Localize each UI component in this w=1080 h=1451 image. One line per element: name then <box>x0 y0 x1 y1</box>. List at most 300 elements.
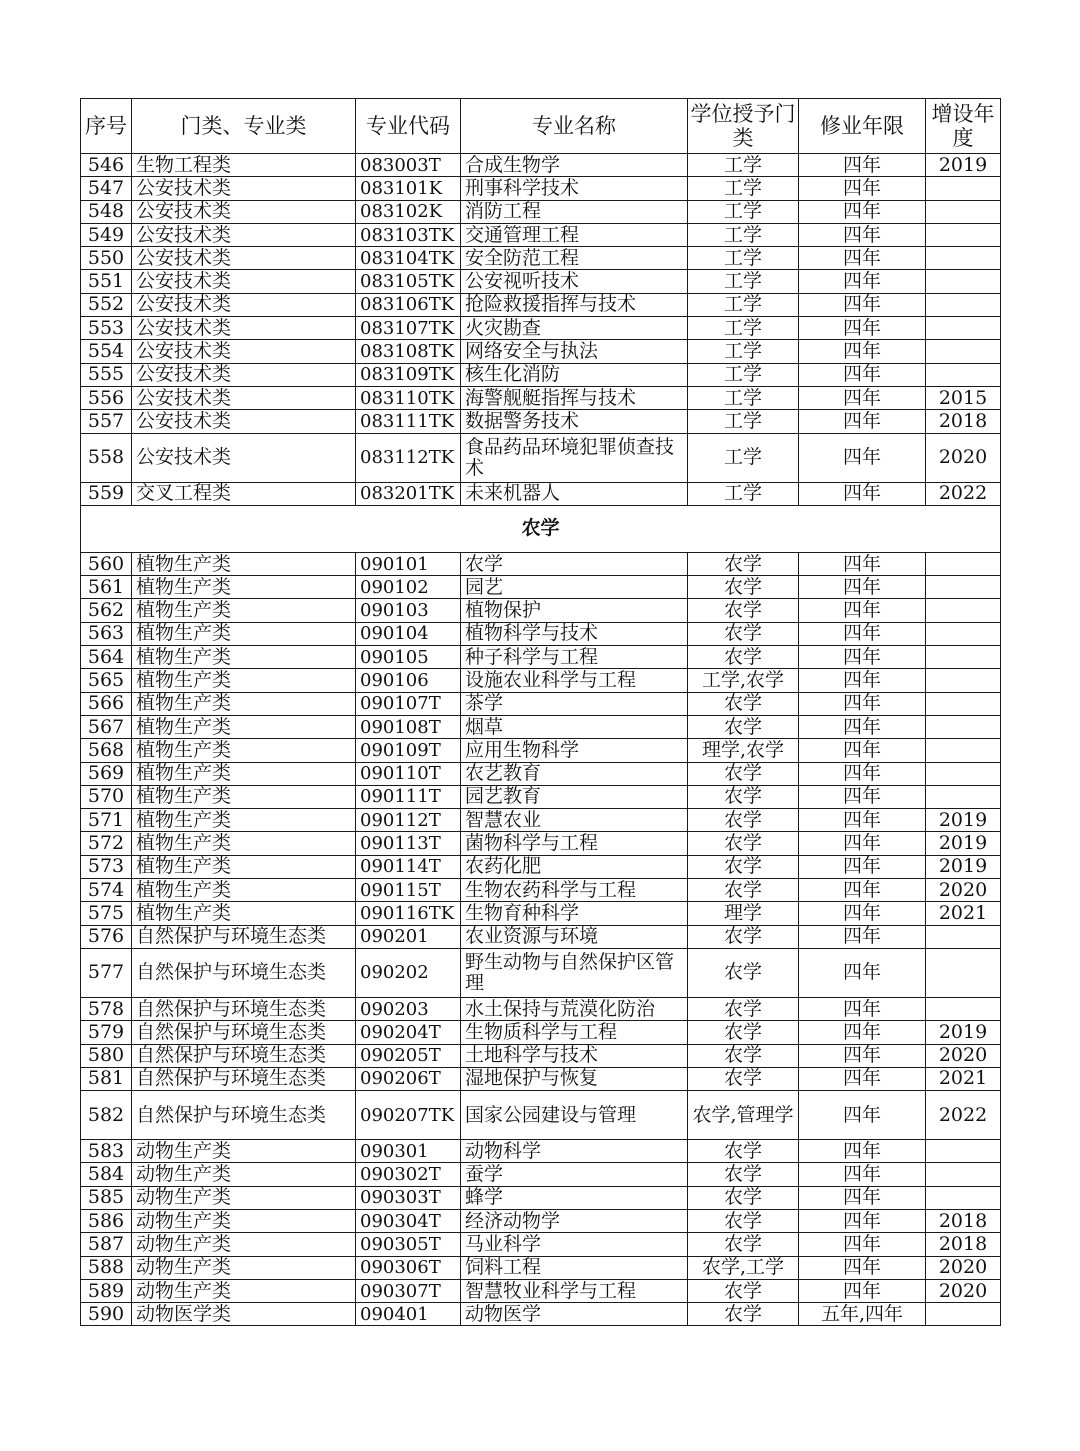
row-program-name: 智慧牧业科学与工程 <box>461 1279 688 1302</box>
row-category: 自然保护与环境生态类 <box>132 1067 356 1090</box>
row-years: 四年 <box>799 1021 926 1044</box>
row-code: 083104TK <box>356 247 461 270</box>
row-category: 植物生产类 <box>132 599 356 622</box>
table-row <box>81 879 1001 902</box>
table-row <box>81 223 1001 246</box>
row-category: 动物生产类 <box>132 1163 356 1186</box>
row-added-year <box>926 599 1001 622</box>
row-program-name: 海警舰艇指挥与技术 <box>461 386 688 409</box>
table-row <box>81 692 1001 715</box>
row-program-name: 经济动物学 <box>461 1209 688 1232</box>
row-category: 植物生产类 <box>132 762 356 785</box>
row-category: 植物生产类 <box>132 552 356 575</box>
row-added-year <box>926 669 1001 692</box>
row-program-name: 安全防范工程 <box>461 247 688 270</box>
row-code: 090102 <box>356 576 461 599</box>
row-years: 四年 <box>799 646 926 669</box>
row-category: 公安技术类 <box>132 200 356 223</box>
row-added-year <box>926 1163 1001 1186</box>
row-added-year <box>926 622 1001 645</box>
row-degree: 农学 <box>688 1303 799 1326</box>
row-degree: 工学 <box>688 317 799 340</box>
row-category: 公安技术类 <box>132 293 356 316</box>
category-section-label: 农学 <box>81 505 1001 552</box>
row-code: 090103 <box>356 599 461 622</box>
row-added-year: 2018 <box>926 1209 1001 1232</box>
row-years: 四年 <box>799 832 926 855</box>
row-serial: 583 <box>81 1140 132 1163</box>
row-program-name: 烟草 <box>461 715 688 738</box>
table-row <box>81 410 1001 433</box>
row-code: 090107T <box>356 692 461 715</box>
row-degree: 理学 <box>688 902 799 925</box>
row-degree: 农学 <box>688 809 799 832</box>
row-category: 动物生产类 <box>132 1233 356 1256</box>
row-serial: 546 <box>81 154 132 177</box>
row-years: 四年 <box>799 692 926 715</box>
row-added-year <box>926 925 1001 948</box>
row-degree: 农学 <box>688 832 799 855</box>
row-category: 公安技术类 <box>132 270 356 293</box>
row-serial: 566 <box>81 692 132 715</box>
row-degree: 农学,工学 <box>688 1256 799 1279</box>
header-code: 专业代码 <box>356 99 461 154</box>
row-serial: 548 <box>81 200 132 223</box>
row-category: 植物生产类 <box>132 646 356 669</box>
row-added-year <box>926 1303 1001 1326</box>
row-code: 090105 <box>356 646 461 669</box>
table-row <box>81 669 1001 692</box>
row-years: 五年,四年 <box>799 1303 926 1326</box>
row-years: 四年 <box>799 785 926 808</box>
row-degree: 工学 <box>688 154 799 177</box>
row-degree: 农学 <box>688 785 799 808</box>
row-added-year: 2019 <box>926 832 1001 855</box>
table-row <box>81 386 1001 409</box>
row-degree: 工学 <box>688 177 799 200</box>
row-category: 动物医学类 <box>132 1303 356 1326</box>
row-program-name: 网络安全与执法 <box>461 340 688 363</box>
row-degree: 农学 <box>688 1209 799 1232</box>
table-row <box>81 1233 1001 1256</box>
row-code: 090104 <box>356 622 461 645</box>
row-added-year: 2020 <box>926 879 1001 902</box>
row-program-name: 茶学 <box>461 692 688 715</box>
row-serial: 558 <box>81 433 132 482</box>
degree-program-table-sheet <box>80 98 1000 1326</box>
row-added-year <box>926 293 1001 316</box>
row-code: 083106TK <box>356 293 461 316</box>
row-added-year: 2020 <box>926 1256 1001 1279</box>
row-serial: 569 <box>81 762 132 785</box>
row-program-name: 种子科学与工程 <box>461 646 688 669</box>
row-serial: 561 <box>81 576 132 599</box>
row-category: 自然保护与环境生态类 <box>132 1091 356 1140</box>
row-serial: 554 <box>81 340 132 363</box>
row-degree: 农学 <box>688 646 799 669</box>
row-program-name: 动物科学 <box>461 1140 688 1163</box>
row-years: 四年 <box>799 948 926 997</box>
row-added-year <box>926 576 1001 599</box>
row-program-name: 国家公园建设与管理 <box>461 1091 688 1140</box>
row-serial: 565 <box>81 669 132 692</box>
row-code: 090114T <box>356 855 461 878</box>
row-category: 自然保护与环境生态类 <box>132 948 356 997</box>
row-category: 交叉工程类 <box>132 482 356 505</box>
table-row <box>81 622 1001 645</box>
row-years: 四年 <box>799 855 926 878</box>
row-years: 四年 <box>799 1209 926 1232</box>
row-added-year <box>926 785 1001 808</box>
row-serial: 563 <box>81 622 132 645</box>
row-added-year <box>926 177 1001 200</box>
row-added-year <box>926 762 1001 785</box>
row-category: 自然保护与环境生态类 <box>132 1021 356 1044</box>
row-added-year <box>926 270 1001 293</box>
row-added-year <box>926 317 1001 340</box>
row-serial: 560 <box>81 552 132 575</box>
table-row <box>81 1163 1001 1186</box>
table-row <box>81 925 1001 948</box>
row-program-name: 水土保持与荒漠化防治 <box>461 997 688 1020</box>
row-program-name: 火灾勘查 <box>461 317 688 340</box>
row-serial: 571 <box>81 809 132 832</box>
row-added-year <box>926 646 1001 669</box>
row-years: 四年 <box>799 739 926 762</box>
row-program-name: 农艺教育 <box>461 762 688 785</box>
row-category: 植物生产类 <box>132 832 356 855</box>
row-years: 四年 <box>799 879 926 902</box>
row-serial: 573 <box>81 855 132 878</box>
table-row <box>81 317 1001 340</box>
table-row <box>81 1256 1001 1279</box>
row-program-name: 农药化肥 <box>461 855 688 878</box>
row-degree: 农学 <box>688 1233 799 1256</box>
table-row <box>81 177 1001 200</box>
table-row <box>81 599 1001 622</box>
row-category: 公安技术类 <box>132 433 356 482</box>
row-added-year: 2018 <box>926 410 1001 433</box>
row-years: 四年 <box>799 902 926 925</box>
row-category: 植物生产类 <box>132 715 356 738</box>
table-row <box>81 363 1001 386</box>
row-code: 090302T <box>356 1163 461 1186</box>
row-degree: 农学 <box>688 762 799 785</box>
table-row <box>81 340 1001 363</box>
row-years: 四年 <box>799 599 926 622</box>
row-years: 四年 <box>799 762 926 785</box>
row-serial: 582 <box>81 1091 132 1140</box>
row-years: 四年 <box>799 1140 926 1163</box>
row-degree: 理学,农学 <box>688 739 799 762</box>
row-serial: 588 <box>81 1256 132 1279</box>
row-program-name: 植物科学与技术 <box>461 622 688 645</box>
row-added-year: 2020 <box>926 1279 1001 1302</box>
row-program-name: 生物质科学与工程 <box>461 1021 688 1044</box>
row-code: 083112TK <box>356 433 461 482</box>
table-row <box>81 809 1001 832</box>
row-program-name: 食品药品环境犯罪侦查技术 <box>461 433 688 482</box>
row-degree: 农学 <box>688 997 799 1020</box>
row-serial: 580 <box>81 1044 132 1067</box>
row-category: 生物工程类 <box>132 154 356 177</box>
row-added-year <box>926 1186 1001 1209</box>
table-row <box>81 552 1001 575</box>
row-code: 090307T <box>356 1279 461 1302</box>
table-row <box>81 1091 1001 1140</box>
table-row <box>81 785 1001 808</box>
row-serial: 581 <box>81 1067 132 1090</box>
row-category: 植物生产类 <box>132 855 356 878</box>
row-serial: 586 <box>81 1209 132 1232</box>
row-program-name: 园艺教育 <box>461 785 688 808</box>
row-code: 090101 <box>356 552 461 575</box>
row-category: 植物生产类 <box>132 622 356 645</box>
row-degree: 农学 <box>688 948 799 997</box>
row-program-name: 生物育种科学 <box>461 902 688 925</box>
row-program-name: 农学 <box>461 552 688 575</box>
header-name: 专业名称 <box>461 99 688 154</box>
row-code: 090109T <box>356 739 461 762</box>
table-row <box>81 855 1001 878</box>
row-program-name: 马业科学 <box>461 1233 688 1256</box>
row-years: 四年 <box>799 433 926 482</box>
row-category: 植物生产类 <box>132 669 356 692</box>
table-row <box>81 1303 1001 1326</box>
row-years: 四年 <box>799 1186 926 1209</box>
row-serial: 577 <box>81 948 132 997</box>
row-category: 自然保护与环境生态类 <box>132 997 356 1020</box>
row-added-year <box>926 715 1001 738</box>
row-serial: 552 <box>81 293 132 316</box>
row-category: 植物生产类 <box>132 902 356 925</box>
row-added-year: 2019 <box>926 1021 1001 1044</box>
table-row <box>81 832 1001 855</box>
row-serial: 562 <box>81 599 132 622</box>
row-program-name: 生物农药科学与工程 <box>461 879 688 902</box>
row-years: 四年 <box>799 622 926 645</box>
row-years: 四年 <box>799 809 926 832</box>
row-code: 090306T <box>356 1256 461 1279</box>
row-years: 四年 <box>799 177 926 200</box>
row-code: 083111TK <box>356 410 461 433</box>
table-row <box>81 1209 1001 1232</box>
table-row <box>81 1067 1001 1090</box>
row-years: 四年 <box>799 154 926 177</box>
table-row <box>81 646 1001 669</box>
row-degree: 农学,管理学 <box>688 1091 799 1140</box>
row-years: 四年 <box>799 363 926 386</box>
row-code: 090305T <box>356 1233 461 1256</box>
table-row <box>81 948 1001 997</box>
table-row <box>81 154 1001 177</box>
table-row <box>81 715 1001 738</box>
row-code: 083108TK <box>356 340 461 363</box>
row-serial: 547 <box>81 177 132 200</box>
row-degree: 农学 <box>688 1021 799 1044</box>
row-degree: 农学 <box>688 599 799 622</box>
row-years: 四年 <box>799 997 926 1020</box>
row-program-name: 设施农业科学与工程 <box>461 669 688 692</box>
row-degree: 农学 <box>688 855 799 878</box>
row-serial: 549 <box>81 223 132 246</box>
row-category: 植物生产类 <box>132 739 356 762</box>
row-added-year <box>926 1140 1001 1163</box>
row-code: 090106 <box>356 669 461 692</box>
row-degree: 农学 <box>688 1186 799 1209</box>
row-degree: 农学 <box>688 1140 799 1163</box>
row-degree: 农学 <box>688 692 799 715</box>
row-serial: 578 <box>81 997 132 1020</box>
row-added-year: 2020 <box>926 433 1001 482</box>
row-degree: 工学 <box>688 482 799 505</box>
row-years: 四年 <box>799 1044 926 1067</box>
row-serial: 568 <box>81 739 132 762</box>
row-serial: 553 <box>81 317 132 340</box>
row-code: 090304T <box>356 1209 461 1232</box>
row-category: 植物生产类 <box>132 879 356 902</box>
row-added-year: 2019 <box>926 809 1001 832</box>
row-category: 公安技术类 <box>132 247 356 270</box>
row-category: 植物生产类 <box>132 576 356 599</box>
row-program-name: 蚕学 <box>461 1163 688 1186</box>
row-years: 四年 <box>799 715 926 738</box>
row-code: 083103TK <box>356 223 461 246</box>
row-serial: 579 <box>81 1021 132 1044</box>
row-program-name: 园艺 <box>461 576 688 599</box>
row-degree: 农学 <box>688 1044 799 1067</box>
row-code: 090303T <box>356 1186 461 1209</box>
row-category: 动物生产类 <box>132 1279 356 1302</box>
row-serial: 574 <box>81 879 132 902</box>
table-row <box>81 482 1001 505</box>
row-degree: 工学,农学 <box>688 669 799 692</box>
row-years: 四年 <box>799 317 926 340</box>
table-row <box>81 200 1001 223</box>
header-degree: 学位授予门类 <box>688 99 799 154</box>
row-program-name: 合成生物学 <box>461 154 688 177</box>
row-serial: 585 <box>81 1186 132 1209</box>
category-section-row <box>81 505 1001 552</box>
row-years: 四年 <box>799 482 926 505</box>
table-row <box>81 1140 1001 1163</box>
row-degree: 工学 <box>688 386 799 409</box>
row-category: 公安技术类 <box>132 386 356 409</box>
row-degree: 农学 <box>688 552 799 575</box>
row-code: 090203 <box>356 997 461 1020</box>
row-degree: 农学 <box>688 1279 799 1302</box>
row-years: 四年 <box>799 1067 926 1090</box>
row-serial: 572 <box>81 832 132 855</box>
row-added-year: 2018 <box>926 1233 1001 1256</box>
row-category: 公安技术类 <box>132 177 356 200</box>
row-code: 090401 <box>356 1303 461 1326</box>
row-years: 四年 <box>799 1091 926 1140</box>
row-serial: 590 <box>81 1303 132 1326</box>
row-serial: 557 <box>81 410 132 433</box>
header-years: 修业年限 <box>799 99 926 154</box>
row-degree: 农学 <box>688 622 799 645</box>
row-code: 090113T <box>356 832 461 855</box>
row-years: 四年 <box>799 669 926 692</box>
row-added-year: 2022 <box>926 1091 1001 1140</box>
row-years: 四年 <box>799 340 926 363</box>
row-serial: 587 <box>81 1233 132 1256</box>
row-degree: 农学 <box>688 879 799 902</box>
table-row <box>81 293 1001 316</box>
row-code: 090108T <box>356 715 461 738</box>
row-code: 083110TK <box>356 386 461 409</box>
row-code: 090110T <box>356 762 461 785</box>
row-degree: 工学 <box>688 200 799 223</box>
row-degree: 农学 <box>688 576 799 599</box>
row-years: 四年 <box>799 1279 926 1302</box>
row-program-name: 土地科学与技术 <box>461 1044 688 1067</box>
table-row <box>81 433 1001 482</box>
row-degree: 工学 <box>688 293 799 316</box>
row-serial: 570 <box>81 785 132 808</box>
row-category: 动物生产类 <box>132 1209 356 1232</box>
row-code: 083107TK <box>356 317 461 340</box>
row-serial: 551 <box>81 270 132 293</box>
row-added-year <box>926 363 1001 386</box>
row-years: 四年 <box>799 293 926 316</box>
row-code: 083102K <box>356 200 461 223</box>
row-serial: 556 <box>81 386 132 409</box>
row-years: 四年 <box>799 223 926 246</box>
row-program-name: 湿地保护与恢复 <box>461 1067 688 1090</box>
row-serial: 576 <box>81 925 132 948</box>
row-degree: 工学 <box>688 340 799 363</box>
row-degree: 工学 <box>688 223 799 246</box>
row-serial: 564 <box>81 646 132 669</box>
row-added-year: 2015 <box>926 386 1001 409</box>
row-code: 090112T <box>356 809 461 832</box>
row-code: 083109TK <box>356 363 461 386</box>
row-degree: 农学 <box>688 925 799 948</box>
row-added-year <box>926 223 1001 246</box>
row-code: 083105TK <box>356 270 461 293</box>
table-row <box>81 1044 1001 1067</box>
table-row <box>81 997 1001 1020</box>
header-added-year: 增设年度 <box>926 99 1001 154</box>
row-code: 090206T <box>356 1067 461 1090</box>
row-years: 四年 <box>799 576 926 599</box>
table-row <box>81 1186 1001 1209</box>
row-program-name: 蜂学 <box>461 1186 688 1209</box>
table-row <box>81 902 1001 925</box>
row-category: 自然保护与环境生态类 <box>132 925 356 948</box>
row-code: 090111T <box>356 785 461 808</box>
row-program-name: 公安视听技术 <box>461 270 688 293</box>
row-serial: 550 <box>81 247 132 270</box>
table-row <box>81 762 1001 785</box>
row-added-year <box>926 200 1001 223</box>
header-serial: 序号 <box>81 99 132 154</box>
row-category: 公安技术类 <box>132 317 356 340</box>
row-category: 植物生产类 <box>132 692 356 715</box>
row-program-name: 交通管理工程 <box>461 223 688 246</box>
row-added-year <box>926 552 1001 575</box>
table-row <box>81 247 1001 270</box>
row-degree: 农学 <box>688 1163 799 1186</box>
row-added-year <box>926 692 1001 715</box>
row-years: 四年 <box>799 925 926 948</box>
table-body <box>81 154 1001 1326</box>
row-program-name: 未来机器人 <box>461 482 688 505</box>
row-category: 自然保护与环境生态类 <box>132 1044 356 1067</box>
row-years: 四年 <box>799 386 926 409</box>
